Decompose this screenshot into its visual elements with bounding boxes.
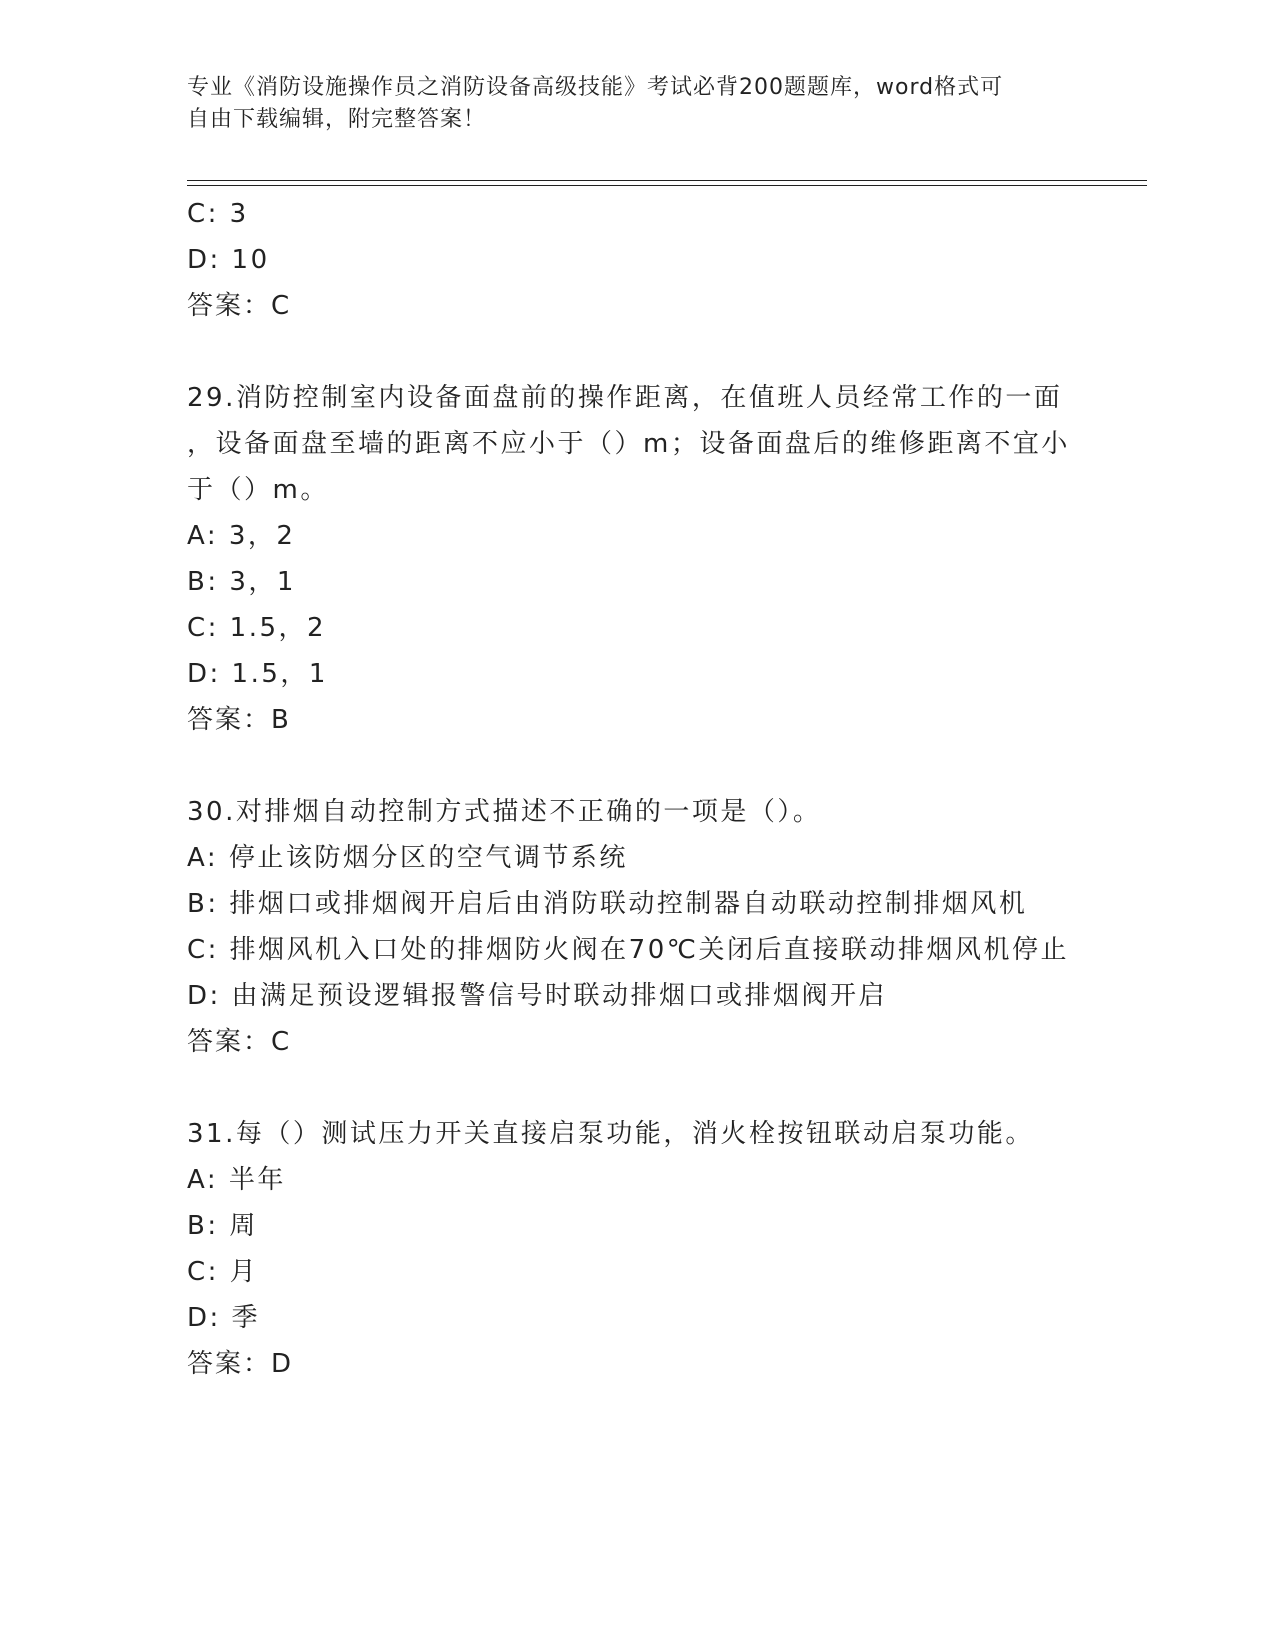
header-divider-top [187, 180, 1147, 181]
option-c: C: 月 [187, 1257, 259, 1287]
question-stem-line: 30.对排烟自动控制方式描述不正确的一项是（）。 [187, 797, 822, 827]
answer-line: 答案：C [187, 291, 292, 321]
option-b: B: 排烟口或排烟阀开启后由消防联动控制器自动联动控制排烟风机 [187, 889, 1028, 919]
question-31 [187, 1111, 1087, 1387]
option-d: D: 由满足预设逻辑报警信号时联动排烟口或排烟阀开启 [187, 981, 888, 1011]
spacer [187, 329, 1087, 375]
option-b: B: 周 [187, 1211, 258, 1241]
header-divider-bottom [187, 185, 1147, 186]
option-c: C: 1.5，2 [187, 613, 327, 643]
option-a: A: 半年 [187, 1165, 286, 1195]
answer-line: 答案：D [187, 1349, 294, 1379]
document-body [187, 191, 1087, 1387]
question-stem-line: 29.消防控制室内设备面盘前的操作距离，在值班人员经常工作的一面 [187, 383, 1063, 413]
question-stem-line: 31.每（）测试压力开关直接启泵功能，消火栓按钮联动启泵功能。 [187, 1119, 1034, 1149]
answer-line: 答案：B [187, 705, 291, 735]
spacer [187, 743, 1087, 789]
header-line-1: 专业《消防设施操作员之消防设备高级技能》考试必背200题题库，word格式可 [187, 75, 1004, 100]
question-stem-line: ，设备面盘至墙的距离不应小于（）m；设备面盘后的维修距离不宜小 [187, 429, 1070, 459]
spacer [187, 1065, 1087, 1111]
document-header [187, 72, 1087, 136]
question-28-continued [187, 191, 1087, 329]
question-30 [187, 789, 1087, 1065]
option-d: D: 10 [187, 245, 270, 275]
option-a: A: 3，2 [187, 521, 296, 551]
header-line-2: 自由下载编辑，附完整答案！ [187, 107, 487, 132]
question-stem-line: 于（）m。 [187, 475, 329, 505]
option-d: D: 1.5，1 [187, 659, 328, 689]
option-c: C: 3 [187, 199, 249, 229]
option-b: B: 3，1 [187, 567, 296, 597]
answer-line: 答案：C [187, 1027, 292, 1057]
option-d: D: 季 [187, 1303, 261, 1333]
option-c: C: 排烟风机入口处的排烟防火阀在70℃关闭后直接联动排烟风机停止 [187, 935, 1069, 965]
question-29 [187, 375, 1087, 743]
option-a: A: 停止该防烟分区的空气调节系统 [187, 843, 628, 873]
